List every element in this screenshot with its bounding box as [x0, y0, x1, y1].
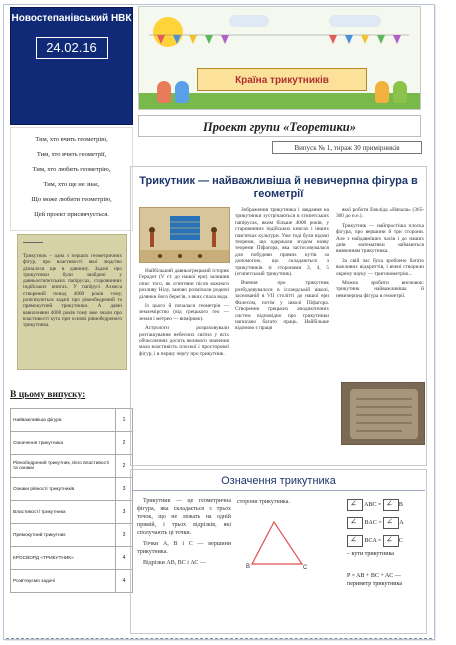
angle-letter: С — [398, 538, 403, 544]
contents-page: 4 — [116, 570, 133, 593]
contents-page: 1 — [116, 409, 133, 432]
definition-paragraph: Відрізки АВ, ВС і АС — — [143, 560, 206, 566]
vertex-c-label: C — [303, 565, 308, 570]
contents-page: 3 — [116, 524, 133, 547]
contents-item: Ознаки рівності трикутників — [11, 478, 116, 501]
article-paragraph: якої роботи Евкліда «Начала» (365-300 до н.е.). — [336, 207, 424, 220]
contents-item: Прямокутний трикутник — [11, 524, 116, 547]
article-column-2 — [235, 207, 329, 335]
dedication-line: Що може любити геометрію, — [31, 196, 112, 203]
perimeter-block — [347, 572, 425, 588]
contents-row[interactable] — [11, 570, 133, 593]
contents-row[interactable] — [11, 409, 133, 432]
definition-paragraph: Трикутник — це геометрична фігура, яка складається з трьох точок, що не лежать на одній прямій, і трьох відрізків, які сполучають ці точки. — [137, 498, 231, 536]
cloud-graphic — [229, 15, 269, 27]
angle-name: BAC — [364, 520, 377, 526]
article-paragraph: Трикутник — найпростіша плоска фігура, про вершини й три сторони. Але з найдавніших часів і до наших днів математики займаються вивченням трикутника. — [336, 222, 424, 255]
contents-row[interactable] — [11, 524, 133, 547]
article-paragraph: Астрологи розраховували розташування небесних світил у всіх обчисленнях досить великого значення мала властивість плоскої і просторової фігур, і в першу чергу про трикутник. — [139, 325, 229, 357]
contents-page: 2 — [116, 432, 133, 455]
child-figure — [157, 81, 171, 103]
article-paragraph: Вчення про трикутник розбудовувалося в ісландській школі, заснованій в VII столітті до нашої ери Фалесом, потім у школі Піфагора. Створення грецьких аподиктичних систем відповідно про трикутники написано багато праць. Найбільше відомою є праця — [235, 280, 329, 332]
vertex-b-label: B — [246, 564, 251, 570]
sides-caption: сторони трикутника. — [237, 499, 290, 505]
dedication-line: Тим, хто вчить геометрії, — [36, 151, 107, 158]
angles-caption: – кути трикутника — [347, 551, 394, 557]
angle-symbol-icon — [383, 499, 399, 511]
angle-list — [347, 496, 423, 558]
masthead — [10, 7, 133, 125]
contents-page: 2 — [116, 455, 133, 478]
dedication-line: Тим, хто вчить геометрію, — [35, 136, 108, 143]
contents-row[interactable] — [11, 455, 133, 478]
angle-name: ABC — [364, 502, 377, 508]
child-figure — [375, 81, 389, 103]
clay-tablet-image — [341, 382, 425, 445]
divider — [23, 242, 43, 243]
history-sidebar-text: Трикутник – одна з перших геометричних фігур, про властивості якої людство дізналося ще в давнину. Задачі про трикутники були знайдені у давньоєгипетських папірусах, старовинних індійських книгах. У папірусі Ахмеса створений понад 4000 років тому, розв'язуються задачі про рівнобедрений та прямокутний трикутники. А давні вавилоняни 4000 років тому вже знали про властивості кута при основі рівнобедреного трикутника. — [23, 253, 122, 329]
contents-table — [10, 408, 133, 593]
cloud-graphic — [329, 15, 381, 27]
contents-item: Розв'язуємо задачі — [11, 570, 116, 593]
page-edge — [6, 638, 432, 639]
angle-formula: ∠ ABC = ∠ В — [347, 496, 423, 514]
history-sidebar — [17, 234, 127, 370]
child-figure — [175, 81, 189, 103]
child-figure — [393, 81, 407, 103]
issue-date: 24.02.16 — [36, 37, 108, 59]
project-title: Проект групи «Теоретики» — [138, 115, 421, 137]
angle-formula: ∠ BAC = ∠ А — [347, 514, 423, 532]
angle-symbol-icon — [347, 517, 363, 529]
contents-row[interactable] — [11, 432, 133, 455]
angle-formula: ∠ BCA = ∠ С — [347, 532, 423, 550]
contents-row[interactable] — [11, 501, 133, 524]
contents-row[interactable] — [11, 478, 133, 501]
article-title: Трикутник — найважливіша й невичерпна фігура в геометрії — [139, 175, 418, 200]
angle-letter: А — [399, 520, 404, 526]
angle-symbol-icon — [383, 535, 399, 547]
contents-item: Найважливіша фігура — [11, 409, 116, 432]
article-paragraph: Із цього й почалася геометрія — землемірство (від грецького гео — земля і метрео — вимірюю). — [139, 303, 229, 322]
article-column-3 — [336, 207, 424, 302]
dedication — [10, 127, 133, 231]
contents-page: 3 — [116, 478, 133, 501]
angle-letter: В — [398, 502, 403, 508]
angle-symbol-icon — [347, 535, 363, 547]
contents-item: КРОСВОРД «ТРИКУТНИК» — [11, 547, 116, 570]
dedication-line: Тим, хто любить геометрію, — [32, 166, 111, 173]
egyptian-papyrus-image — [139, 207, 230, 263]
definition-title: Означення трикутника — [132, 475, 425, 491]
contents-page: 3 — [116, 501, 133, 524]
school-name: Новостепанівський НВК — [11, 13, 132, 24]
contents-page: 4 — [116, 547, 133, 570]
issue-info: Випуск № 1, тираж 30 примірників — [272, 141, 422, 154]
angle-symbol-icon — [347, 499, 363, 511]
article-paragraph: За свій час була зроблено багато важливих відкриттів, і вчені створили окрему науку — тригонометрію... — [336, 257, 424, 277]
angle-symbol-icon — [383, 517, 399, 529]
triangle-diagram — [246, 518, 308, 570]
contents-item: Означення трикутника — [11, 432, 116, 455]
article-column-1 — [139, 268, 229, 360]
perimeter-formula: P = AB + BC + AC — — [347, 573, 401, 579]
angle-name: BCA — [364, 538, 377, 544]
perimeter-caption: периметр трикутника — [347, 581, 403, 587]
article-paragraph: Зображення трикутника і завдання на трикутники зустрічаються в єгипетських папірусах, яким більше 4000 років, у старовинних індійських книгах і інших пам'ятках культури. Уже тоді були відомі теореми, що одержали згодом назву теореми Піфагора, яка застосовувалася для побудови прямих кутів за допомогою, що складаються з трикутників зі сторонами 3, 4, 5 (єгипетський трикутник). — [235, 207, 329, 278]
definition-paragraph: Точки А, В і С — вершини трикутника. — [137, 541, 231, 555]
contents-item: Рівнобедрений трикутник, його властивості та ознаки — [11, 455, 116, 478]
definition-text — [137, 497, 231, 570]
dedication-line: Цей проект присвячується. — [34, 211, 109, 218]
bunting-graphic — [149, 33, 409, 47]
article-paragraph: Найбільший давньогрецький історик Геродот (V ст. до нашої ери) залишив опис того, як єгиптяни після кожного розливу Нілу, заново розмічали родючі ділянки його берегів, з яких спала вода. — [139, 268, 229, 300]
contents-row[interactable] — [11, 547, 133, 570]
contents-heading: В цьому випуску: — [10, 390, 86, 400]
dedication-line: Тим, хто ще не знає, — [43, 181, 100, 188]
banner-title: Країна трикутників — [197, 68, 367, 91]
article-paragraph: Можна зробити висновок: трикутник найважливіша й невичерпна фігура в геометрії. — [336, 280, 424, 299]
banner-image — [138, 6, 421, 110]
contents-item: Властивості трикутника — [11, 501, 116, 524]
